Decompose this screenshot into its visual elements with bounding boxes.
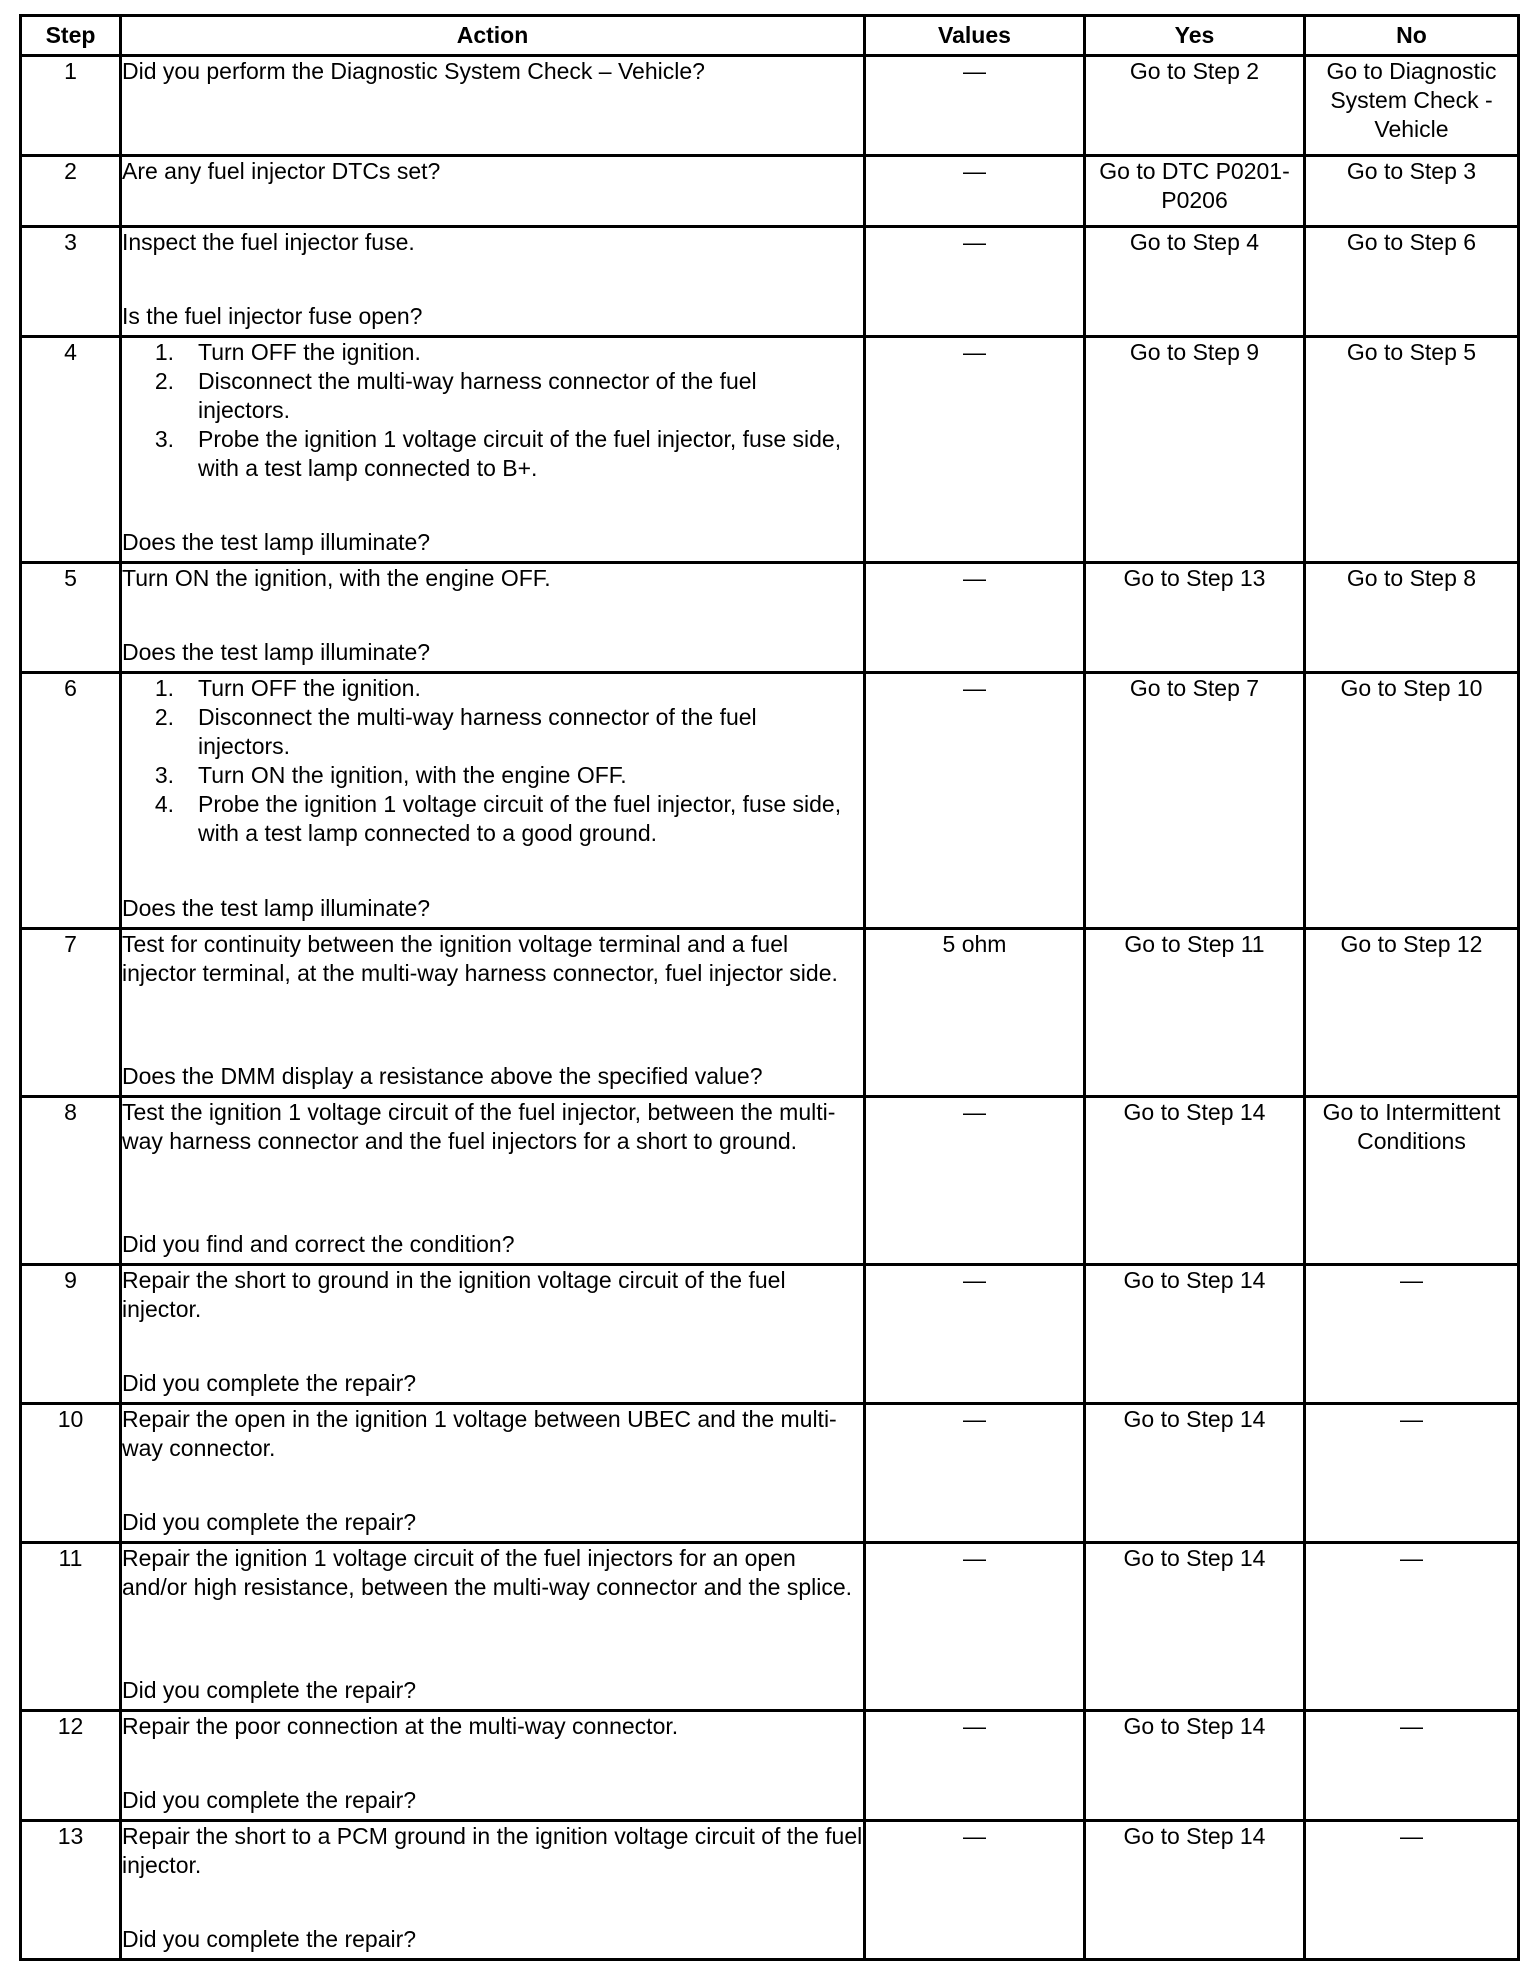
- action-text: Repair the ignition 1 voltage circuit of the fuel injectors for an open and/or high resistance, between the multi-way connector and the splice.: [122, 1545, 853, 1600]
- no-cell: Go to Step 10: [1305, 673, 1519, 929]
- table-row: [21, 929, 1519, 1097]
- step-number: 13: [21, 1821, 121, 1960]
- table-row: [21, 56, 1519, 156]
- values-cell: —: [865, 1265, 1085, 1404]
- action-text: Test the ignition 1 voltage circuit of the fuel injector, between the multi-way harness connector and the fuel injectors for a short to ground.: [122, 1099, 836, 1154]
- yes-cell: Go to Step 14: [1085, 1821, 1305, 1960]
- no-cell: Go to Step 12: [1305, 929, 1519, 1097]
- step-number: 4: [21, 337, 121, 563]
- action-step-item: [122, 367, 863, 425]
- header-action: Action: [121, 16, 865, 56]
- action-text: Repair the poor connection at the multi-way connector.: [122, 1713, 679, 1739]
- action-cell: [121, 563, 865, 673]
- action-question: Did you complete the repair?: [122, 1926, 417, 1952]
- values-cell: —: [865, 156, 1085, 227]
- action-cell: [121, 1711, 865, 1821]
- action-cell: [121, 156, 865, 227]
- table-row: [21, 1543, 1519, 1711]
- step-number: 5: [21, 563, 121, 673]
- action-cell: [121, 929, 865, 1097]
- table-row: [21, 563, 1519, 673]
- action-step-item: [122, 338, 863, 367]
- values-cell: —: [865, 227, 1085, 337]
- step-number: 6: [21, 673, 121, 929]
- action-cell: [121, 1543, 865, 1711]
- table-row: [21, 227, 1519, 337]
- values-cell: —: [865, 1711, 1085, 1821]
- action-question: Did you complete the repair?: [122, 1370, 417, 1396]
- no-cell: —: [1305, 1543, 1519, 1711]
- action-step-item: [122, 790, 863, 848]
- yes-cell: Go to Step 14: [1085, 1543, 1305, 1711]
- table-row: [21, 1821, 1519, 1960]
- no-cell: Go to Intermittent Conditions: [1305, 1097, 1519, 1265]
- step-number: 12: [21, 1711, 121, 1821]
- values-cell: —: [865, 1543, 1085, 1711]
- header-row: [21, 16, 1519, 56]
- action-step-number: 3.: [154, 426, 174, 452]
- table-row: [21, 1097, 1519, 1265]
- no-cell: —: [1305, 1265, 1519, 1404]
- action-step-number: 2.: [154, 368, 174, 394]
- action-step-text: Probe the ignition 1 voltage circuit of the fuel injector, fuse side, with a test lamp connected to B+.: [198, 426, 842, 481]
- action-text: Repair the open in the ignition 1 voltage between UBEC and the multi-way connector.: [122, 1406, 837, 1461]
- no-cell: Go to Step 3: [1305, 156, 1519, 227]
- step-number: 7: [21, 929, 121, 1097]
- yes-cell: Go to Step 4: [1085, 227, 1305, 337]
- table-row: [21, 1404, 1519, 1543]
- values-cell: —: [865, 337, 1085, 563]
- no-cell: —: [1305, 1404, 1519, 1543]
- action-question: Does the test lamp illuminate?: [122, 639, 431, 665]
- yes-cell: Go to Step 14: [1085, 1097, 1305, 1265]
- action-step-item: [122, 674, 863, 703]
- action-step-number: 3.: [154, 762, 174, 788]
- action-step-text: Disconnect the multi-way harness connector of the fuel injectors.: [198, 704, 757, 759]
- action-text: Turn ON the ignition, with the engine OFF.: [122, 565, 551, 591]
- action-step-number: 4.: [154, 791, 174, 817]
- yes-cell: Go to Step 14: [1085, 1265, 1305, 1404]
- step-number: 3: [21, 227, 121, 337]
- yes-cell: Go to Step 9: [1085, 337, 1305, 563]
- step-number: 10: [21, 1404, 121, 1543]
- values-cell: —: [865, 56, 1085, 156]
- no-cell: —: [1305, 1711, 1519, 1821]
- action-text: Repair the short to ground in the ignition voltage circuit of the fuel injector.: [122, 1267, 792, 1322]
- action-cell: [121, 673, 865, 929]
- values-cell: —: [865, 673, 1085, 929]
- action-step-number: 1.: [154, 339, 174, 365]
- action-step-text: Turn ON the ignition, with the engine OFF.: [198, 762, 627, 788]
- step-number: 11: [21, 1543, 121, 1711]
- header-step: Step: [21, 16, 121, 56]
- yes-cell: Go to Step 14: [1085, 1404, 1305, 1543]
- step-number: 9: [21, 1265, 121, 1404]
- action-question: Did you complete the repair?: [122, 1677, 417, 1703]
- action-text: Test for continuity between the ignition voltage terminal and a fuel injector terminal, at the multi-way harness connector, fuel injector side.: [122, 931, 838, 986]
- action-step-number: 2.: [154, 704, 174, 730]
- action-cell: [121, 1097, 865, 1265]
- table-row: [21, 1711, 1519, 1821]
- table-row: [21, 1265, 1519, 1404]
- action-cell: [121, 1821, 869, 1960]
- action-question: Did you complete the repair?: [122, 1787, 417, 1813]
- action-question: Is the fuel injector fuse open?: [122, 303, 423, 329]
- action-step-number: 1.: [154, 675, 174, 701]
- header-yes: Yes: [1085, 16, 1305, 56]
- step-number: 2: [21, 156, 121, 227]
- values-cell: 5 ohm: [865, 929, 1085, 1097]
- action-step-item: [122, 703, 863, 761]
- action-step-text: Disconnect the multi-way harness connector of the fuel injectors.: [198, 368, 757, 423]
- action-question: Does the DMM display a resistance above the specified value?: [122, 1063, 763, 1089]
- values-cell: —: [865, 1821, 1085, 1960]
- action-cell: [121, 1404, 865, 1543]
- no-cell: Go to Step 6: [1305, 227, 1519, 337]
- no-cell: Go to Diagnostic System Check - Vehicle: [1305, 56, 1519, 156]
- table-row: [21, 337, 1519, 563]
- action-text: Are any fuel injector DTCs set?: [122, 158, 441, 184]
- action-step-list: [122, 674, 863, 848]
- yes-cell: Go to Step 13: [1085, 563, 1305, 673]
- table-row: [21, 673, 1519, 929]
- no-cell: Go to Step 8: [1305, 563, 1519, 673]
- action-step-text: Turn OFF the ignition.: [198, 675, 421, 701]
- action-question: Did you find and correct the condition?: [122, 1231, 515, 1257]
- action-cell: [121, 337, 865, 563]
- action-step-text: Turn OFF the ignition.: [198, 339, 421, 365]
- header-values: Values: [865, 16, 1085, 56]
- action-text: Repair the short to a PCM ground in the ignition voltage circuit of the fuel injector.: [122, 1823, 869, 1878]
- values-cell: —: [865, 1097, 1085, 1265]
- action-step-list: [122, 338, 863, 483]
- action-step-item: [122, 425, 863, 483]
- action-cell: [121, 227, 865, 337]
- values-cell: —: [865, 1404, 1085, 1543]
- header-no: No: [1305, 16, 1519, 56]
- yes-cell: Go to Step 2: [1085, 56, 1305, 156]
- no-cell: Go to Step 5: [1305, 337, 1519, 563]
- action-text: Inspect the fuel injector fuse.: [122, 229, 415, 255]
- step-number: 8: [21, 1097, 121, 1265]
- action-cell: [121, 1265, 865, 1404]
- values-cell: —: [865, 563, 1085, 673]
- diagnostic-table: [19, 14, 1520, 1961]
- yes-cell: Go to DTC P0201-P0206: [1085, 156, 1305, 227]
- action-cell: [121, 56, 865, 156]
- yes-cell: Go to Step 7: [1085, 673, 1305, 929]
- action-question: Does the test lamp illuminate?: [122, 529, 431, 555]
- action-step-text: Probe the ignition 1 voltage circuit of the fuel injector, fuse side, with a test lamp connected to a good ground.: [198, 791, 842, 846]
- action-question: Does the test lamp illuminate?: [122, 895, 431, 921]
- step-number: 1: [21, 56, 121, 156]
- table-row: [21, 156, 1519, 227]
- action-question: Did you complete the repair?: [122, 1509, 417, 1535]
- no-cell: —: [1305, 1821, 1519, 1960]
- yes-cell: Go to Step 14: [1085, 1711, 1305, 1821]
- yes-cell: Go to Step 11: [1085, 929, 1305, 1097]
- action-step-item: [122, 761, 863, 790]
- action-text: Did you perform the Diagnostic System Check – Vehicle?: [122, 58, 705, 84]
